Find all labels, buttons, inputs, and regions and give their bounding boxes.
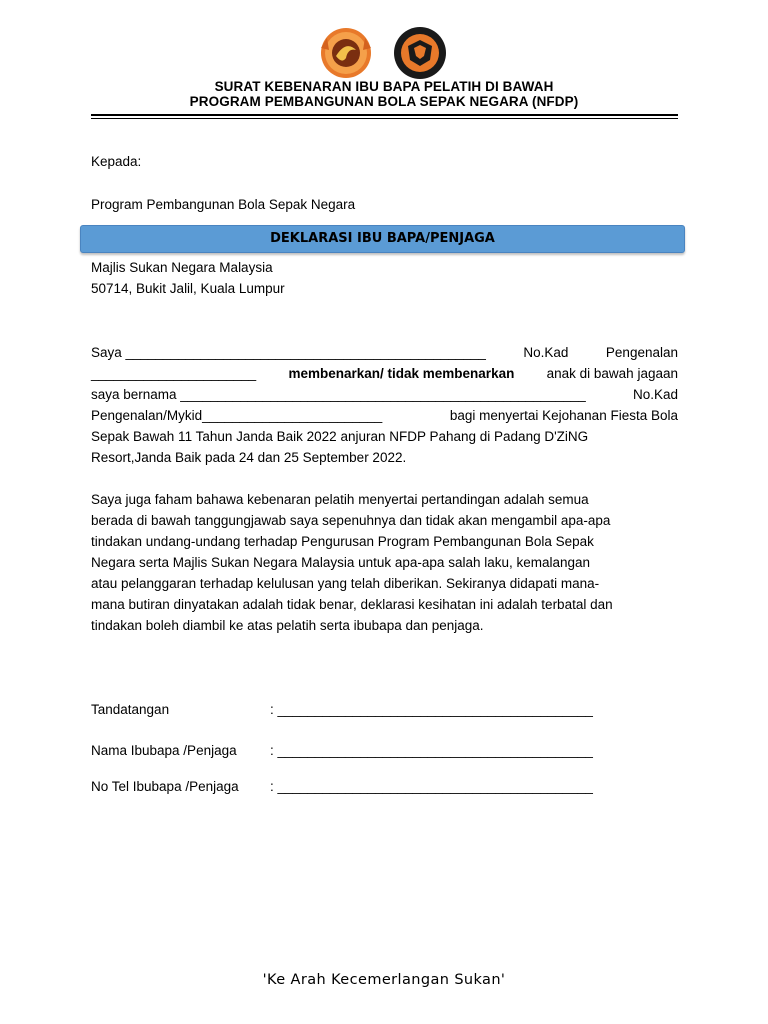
nfdp-logo [388,26,452,80]
statement-line: Negara serta Majlis Sukan Negara Malaysia untuk apa-apa salah laku, kemalangan [91,555,591,570]
logo-bar [0,26,768,80]
declaration-row: Resort,Janda Baik pada 24 dan 25 September 2022. [91,450,407,465]
statement-line: atau pelanggaran terhadap kelulusan yang telah diberikan. Sekiranya didapati mana- [91,576,600,591]
consent-blank: ______________________ [91,366,257,381]
statement-paragraph [91,489,678,636]
footer-motto: 'Ke Arah Kecemerlangan Sukan' [262,972,506,988]
declaration-row: Pengenalan/Mykid________________________ bagi menyertai Kejohanan Fiesta Bola [91,405,678,426]
title-line-1: SURAT KEBENARAN IBU BAPA PELATIH DI BAWAH [214,79,554,94]
address-line-2: Majlis Sukan Negara Malaysia [91,260,273,275]
title-rule [91,114,678,116]
statement-line: tindakan boleh diambil ke atas pelatih serta ibubapa dan penjaga. [91,618,484,633]
declaration-paragraph [91,342,678,468]
name-blank: Saya ________________________________________________ [91,345,486,360]
msn-logo [318,26,374,80]
signature-field: : __________________________________________ [270,702,593,717]
signature-label: Tandatangan [91,702,170,717]
consent-choice: membenarkan/ tidak membenarkan [288,366,515,381]
statement-line: Saya juga faham bahawa kebenaran pelatih menyertai pertandingan adalah semua [91,492,589,507]
declaration-row: Sepak Bawah 11 Tahun Janda Baik 2022 anjuran NFDP Pahang di Padang D'ZiNG [91,429,589,444]
parent-name-label: Nama Ibubapa /Penjaga [91,743,237,758]
declaration-row: Saya ________________________________________________ No.Kad Pengenalan [91,342,678,363]
declaration-banner: DEKLARASI IBU BAPA/PENJAGA [80,225,685,253]
mykid-blank: Pengenalan/Mykid________________________ [91,408,383,423]
statement-line: mana butiran dinyatakan adalah tidak benar, deklarasi kesihatan ini adalah terbatal dan [91,597,613,612]
title-rule-thin [91,118,678,119]
address-line-3: 50714, Bukit Jalil, Kuala Lumpur [91,281,285,296]
address-line-1: Program Pembangunan Bola Sepak Negara [91,197,356,212]
declaration-row: saya bernama ______________________________________________________ No.Kad [91,384,678,405]
parent-phone-label: No Tel Ibubapa /Penjaga [91,779,239,794]
to-label: Kepada: [91,154,142,169]
parent-name-field: : __________________________________________ [270,743,593,758]
statement-line: tindakan undang-undang terhadap Pengurusan Program Pembangunan Bola Sepak [91,534,594,549]
title-line-2: PROGRAM PEMBANGUNAN BOLA SEPAK NEGARA (NFDP) [189,94,579,109]
declaration-row: ______________________ membenarkan/ tidak membenarkan anak di bawah jagaan [91,363,678,384]
document-title [0,79,768,109]
parent-phone-field: : __________________________________________ [270,779,593,794]
child-name-blank: saya bernama ______________________________________________________ [91,387,586,402]
statement-line: berada di bawah tanggungjawab saya sepenuhnya dan tidak akan mengambil apa-apa [91,513,611,528]
